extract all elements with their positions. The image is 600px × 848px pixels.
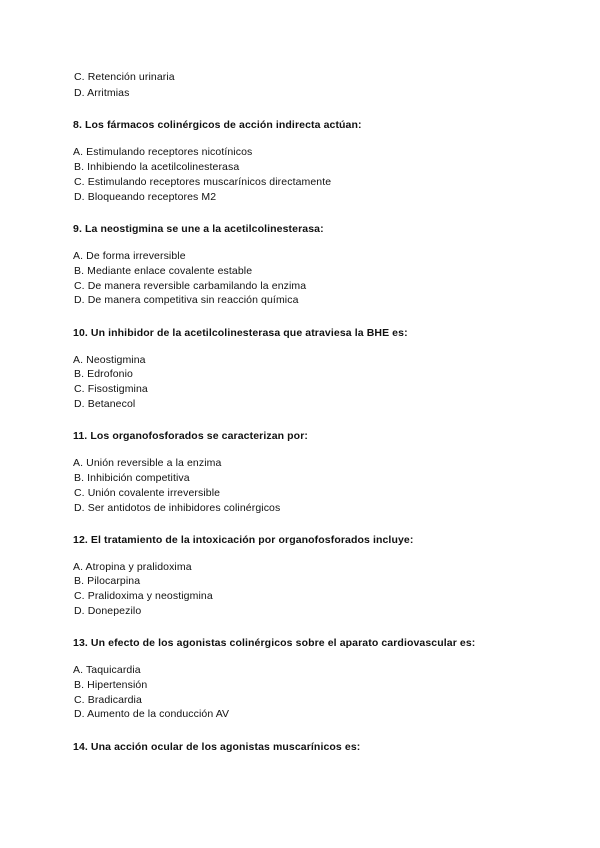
option-item: C. Retención urinaria (74, 71, 175, 83)
question-title: 13. Un efecto de los agonistas colinérgicos sobre el aparato cardiovascular es: (73, 637, 476, 649)
option-item: A. Neostigmina (73, 354, 146, 366)
option-item: C. Bradicardia (74, 694, 142, 706)
option-item: D. Betanecol (74, 398, 136, 410)
option-item: D. Bloqueando receptores M2 (74, 191, 217, 203)
option-item: B. Mediante enlace covalente estable (74, 265, 253, 277)
option-item: B. Pilocarpina (74, 575, 141, 587)
option-item: A. Estimulando receptores nicotínicos (73, 146, 253, 158)
question-title: 10. Un inhibidor de la acetilcolinesterasa que atraviesa la BHE es: (73, 327, 408, 339)
option-item: A. Taquicardia (73, 664, 141, 676)
option-item: B. Hipertensión (74, 679, 148, 691)
option-item: B. Edrofonio (74, 368, 133, 380)
option-item: A. Atropina y pralidoxima (73, 561, 192, 573)
option-item: B. Inhibiendo la acetilcolinesterasa (74, 161, 240, 173)
option-item: D. Donepezilo (74, 605, 142, 617)
question-title: 9. La neostigmina se une a la acetilcolinesterasa: (73, 223, 324, 235)
question-title: 12. El tratamiento de la intoxicación por organofosforados incluye: (73, 534, 414, 546)
option-item: D. Aumento de la conducción AV (74, 708, 230, 720)
question-title: 11. Los organofosforados se caracterizan por: (73, 430, 308, 442)
option-item: A. Unión reversible a la enzima (73, 457, 222, 469)
question-title: 14. Una acción ocular de los agonistas muscarínicos es: (73, 741, 361, 753)
option-item: C. Pralidoxima y neostigmina (74, 590, 213, 602)
option-item: B. Inhibición competitiva (74, 472, 190, 484)
option-item: C. Fisostigmina (74, 383, 148, 395)
option-item: A. De forma irreversible (73, 250, 186, 262)
option-item: D. De manera competitiva sin reacción química (74, 294, 299, 306)
question-title: 8. Los fármacos colinérgicos de acción indirecta actúan: (73, 119, 362, 131)
option-item: D. Arritmias (74, 87, 130, 99)
option-item: C. Unión covalente irreversible (74, 487, 221, 499)
option-item: D. Ser antidotos de inhibidores colinérgicos (74, 502, 281, 514)
option-item: C. Estimulando receptores muscarínicos directamente (74, 176, 332, 188)
option-item: C. De manera reversible carbamilando la enzima (74, 280, 307, 292)
